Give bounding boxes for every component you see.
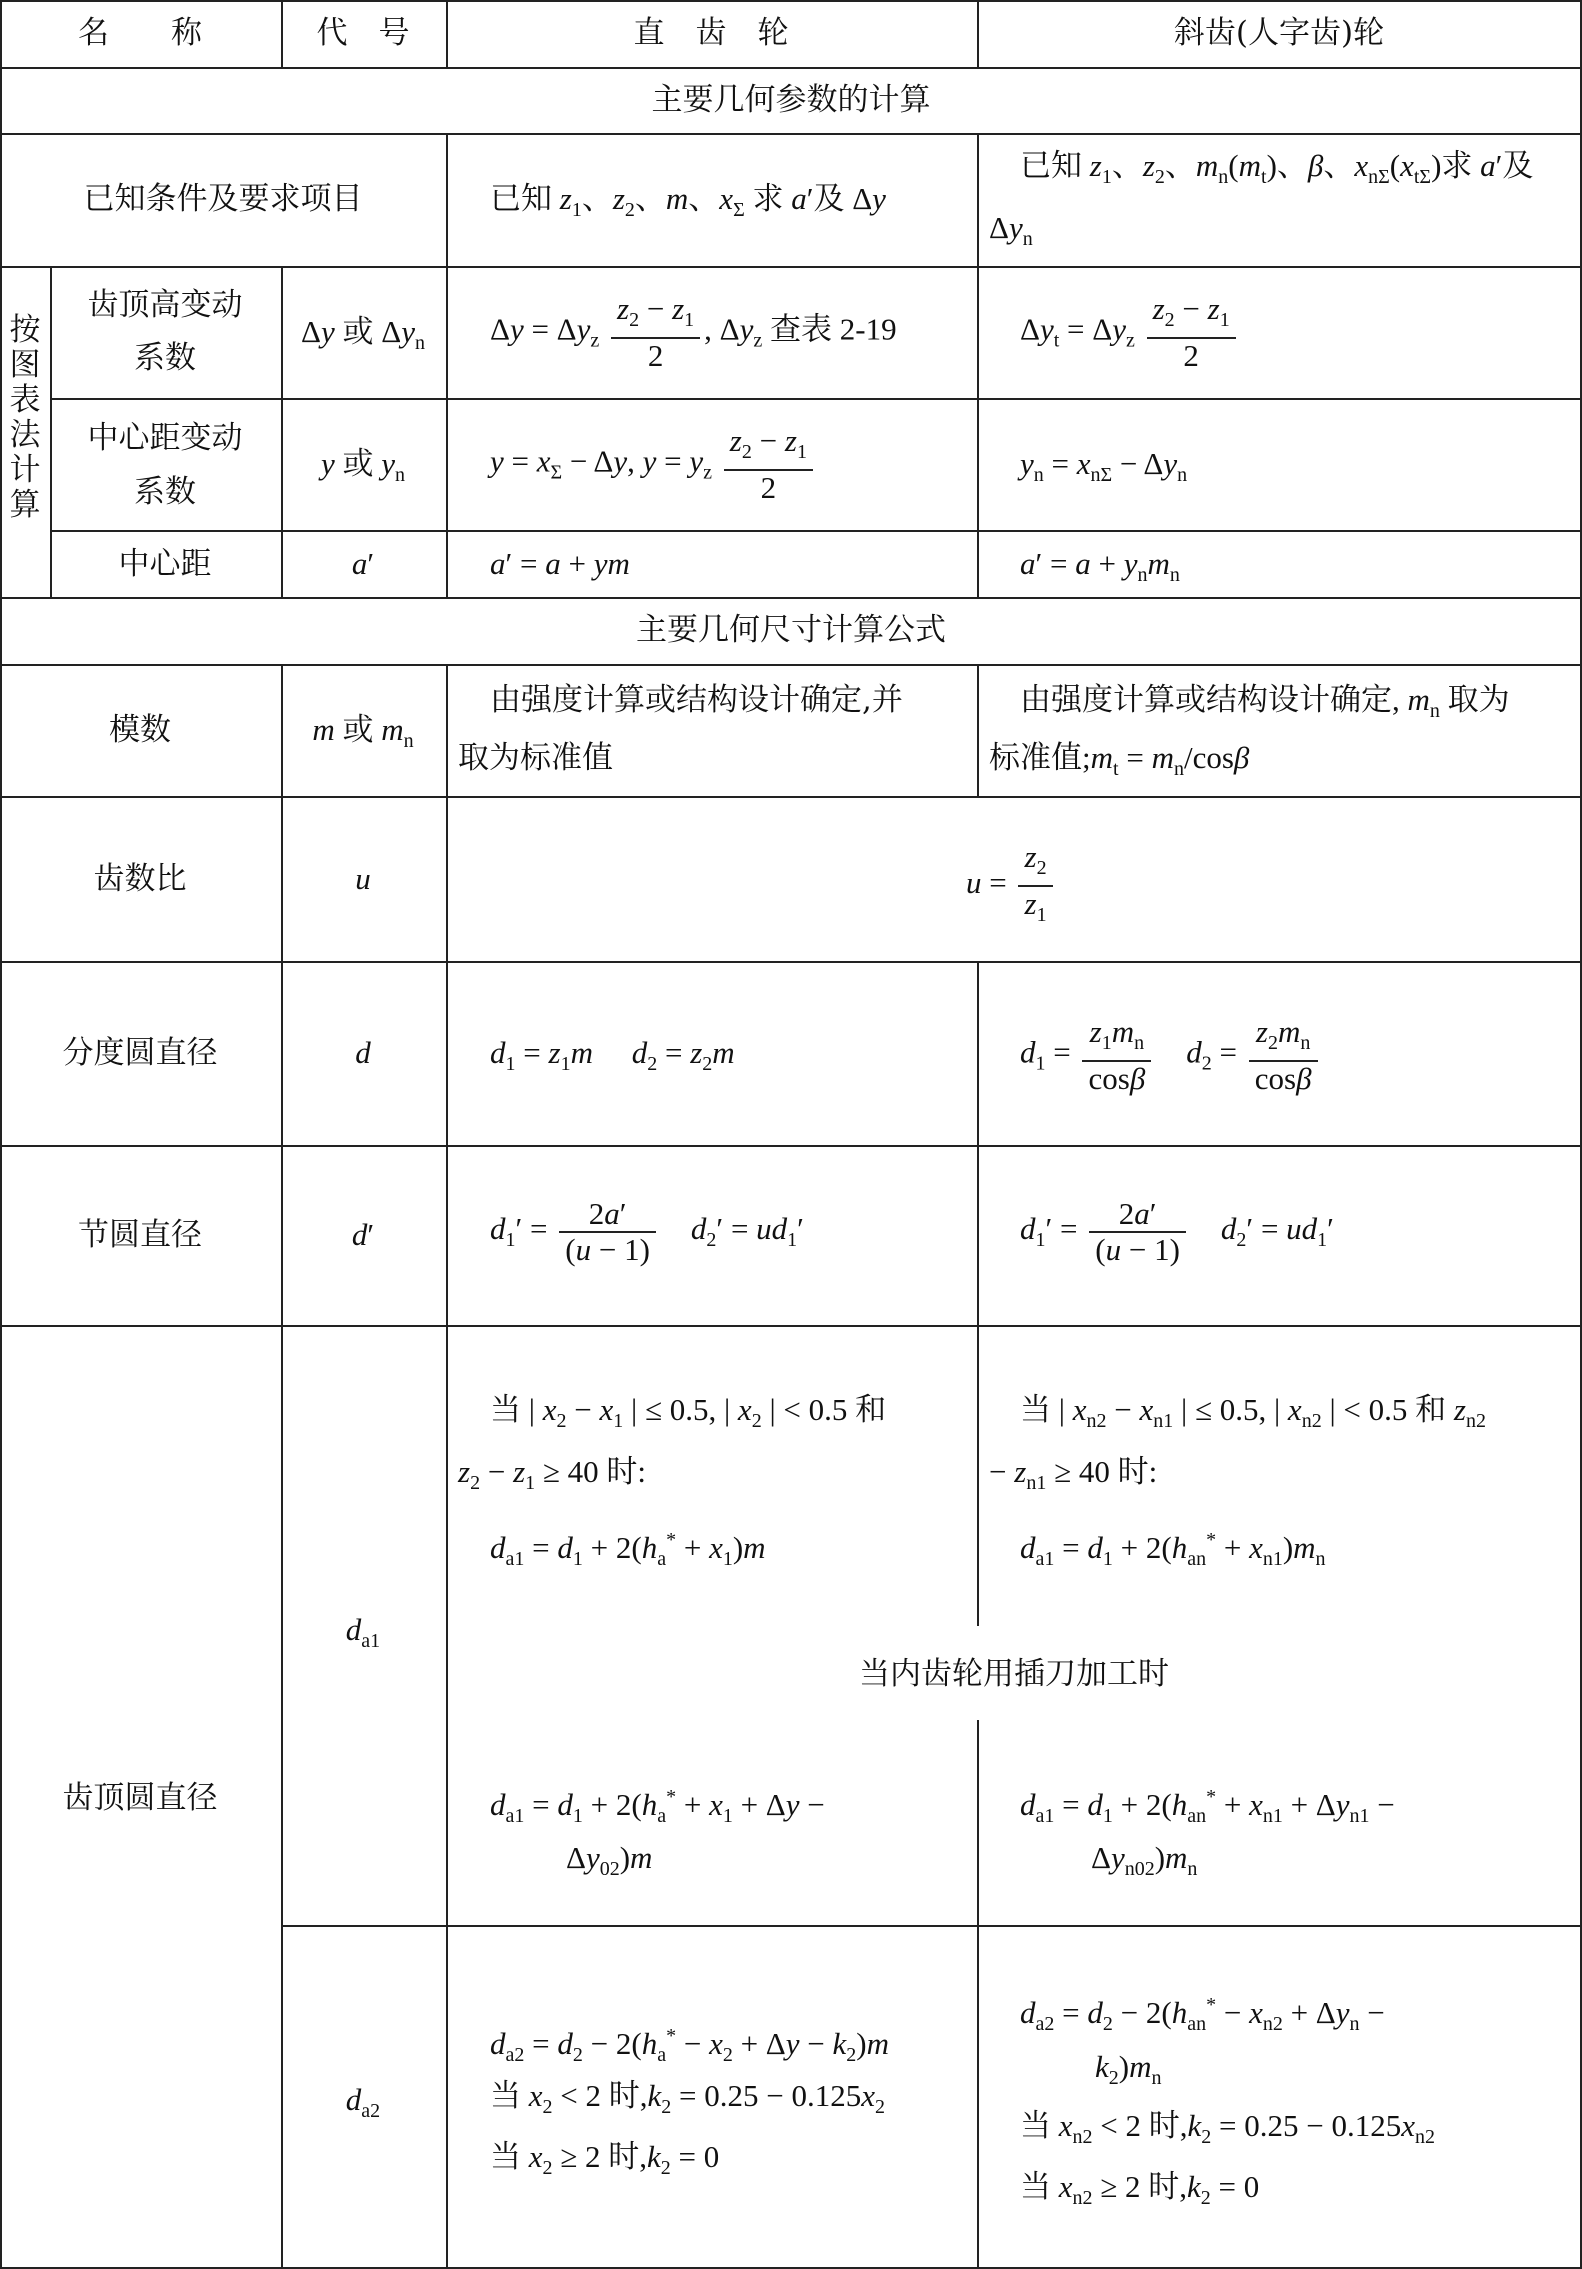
center-distance-spur: a′ = a + ym — [490, 546, 630, 581]
section2-title: 主要几何尺寸计算公式 — [636, 612, 946, 648]
da1-helical-formula: $d_{a1} = d_1 + 2(h_{an}^* + x_{n1})m_n$ — [1020, 1529, 1326, 1570]
rule-section1 — [0, 133, 1582, 135]
rule-v3-upper — [977, 961, 979, 1626]
da1-spur-internal-2: $\Delta y_{02})m$ — [566, 1840, 653, 1880]
da2-spur-cond-2: 当 $x_2 \ge 2$ 时$,k_2 = 0$ — [490, 2139, 720, 2179]
rule-v2-header — [446, 0, 448, 67]
tip-diameter-code-a2: $d_{a2}$ — [345, 2082, 381, 2122]
header-name: 名 称 — [78, 15, 202, 51]
rule-v3-header — [977, 0, 979, 67]
rule-v3-known — [977, 133, 979, 266]
tip-change-name-1: 齿顶高变动 — [87, 287, 243, 323]
operating-pitch-code: d′ — [351, 1217, 375, 1252]
rule-center-distance — [0, 597, 1582, 599]
rule-da1 — [281, 1925, 1582, 1927]
center-distance-helical: $a' = a + y_nm_n$ — [1020, 546, 1180, 586]
da1-helical-internal-2: $\Delta y_{n02})m_n$ — [1091, 1840, 1198, 1880]
teeth-ratio-name: 齿数比 — [93, 861, 187, 897]
pitch-diameter-spur: $d_1 = z_1m$ $d_2 = z_2m$ — [490, 1035, 735, 1075]
module-helical-1: 由强度计算或结构设计确定, $m_n$ 取为 — [1020, 682, 1510, 722]
shaper-note: 当内齿轮用插刀加工时 — [859, 1656, 1169, 1692]
center-change-name-2: 系数 — [134, 474, 196, 510]
tip-change-spur: $\Delta y = \Delta y_z$ $\frac{z_2 - z_1}{2}$ , $\Delta y_z$ 查表 2-19 — [490, 291, 897, 373]
pitch-diameter-code: d — [355, 1035, 371, 1070]
tip-diameter-name: 齿顶圆直径 — [62, 1780, 218, 1816]
rule-left — [0, 0, 2, 2269]
section1-title: 主要几何参数的计算 — [651, 82, 931, 118]
da2-helical-cond-1: 当 $x_{n2} < 2$ 时$,k_2 = 0.25 - 0.125x_{n2}$ — [1020, 2108, 1435, 2148]
da1-spur-cond-1: 当 | $x_2 - x_1$ | ≤ 0.5, | $x_2$ | < 0.5 和 — [490, 1392, 887, 1432]
center-change-spur: $y = x_\Sigma - \Delta y$, $y = y_z$ $\frac{z_2 - z_1}{2}$ — [490, 424, 817, 505]
teeth-ratio-formula: u = $\frac{z_2}{z_1}$ — [966, 840, 1057, 932]
da2-helical-formula-2: $k_2)m_n$ — [1095, 2049, 1162, 2089]
rule-ratio — [0, 961, 1582, 963]
module-code: m 或 $m_n$ — [312, 712, 414, 752]
center-change-helical: $y_n = x_{n\Sigma} - \Delta y_n$ — [1020, 446, 1188, 486]
rule-v2-params — [446, 266, 448, 597]
rule-v2-known — [446, 133, 448, 266]
header-spur: 直 齿 轮 — [633, 15, 789, 51]
module-spur-2: 取为标准值 — [458, 740, 613, 776]
operating-pitch-name: 节圆直径 — [78, 1217, 202, 1253]
da2-helical-formula-1: $d_{a2} = d_2 - 2(h_{an}^* - x_{n2} + \Delta y_n$ − — [1020, 1994, 1385, 2035]
da1-spur-cond-2: $z_2 - z_1 \ge 40$ 时: — [458, 1454, 647, 1494]
rule-v1-header — [281, 0, 283, 67]
known-label: 已知条件及要求项目 — [83, 181, 363, 217]
da1-helical-cond-1: 当 | $x_{n2} - x_{n1}$ | ≤ 0.5, | $x_{n2}$ | < 0.5 和 $z_{n2}$ — [1020, 1392, 1486, 1432]
center-change-code: y 或 $y_n$ — [320, 446, 406, 486]
known-helical-line2: $\Delta y_n$ — [989, 210, 1033, 250]
rule-v1-params — [281, 266, 283, 597]
tip-change-code: Δy 或 $\Delta y_n$ — [301, 314, 425, 354]
center-distance-code: a′ — [351, 546, 375, 581]
pitch-diameter-helical: $d_1$ = $\frac{z_1m_n}{\cos\beta}$ $d_2$ = $\frac{z_2m_n}{\cos\beta}$ — [1020, 1015, 1322, 1096]
rule-v1-dims — [281, 664, 283, 2269]
operating-pitch-helical: $d_1'$ = $\frac{2a'}{(u - 1)}$ $d_2' = ud_1'$ — [1020, 1196, 1334, 1267]
rule-pitch — [0, 1145, 1582, 1147]
teeth-ratio-code: u — [355, 861, 371, 896]
pitch-diameter-name: 分度圆直径 — [62, 1035, 218, 1071]
rule-tip-change — [50, 398, 1582, 400]
rule-center-change — [50, 530, 1582, 532]
rule-module — [0, 796, 1582, 798]
da1-spur-internal-1: $d_{a1} = d_1 + 2(h_a^* + x_1 + \Delta y$ − — [490, 1786, 825, 1827]
da2-spur-cond-1: 当 $x_2 < 2$ 时$,k_2 = 0.25 - 0.125x_2$ — [490, 2078, 885, 2118]
rule-v3-lower — [977, 1720, 979, 2269]
tip-change-helical: $\Delta y_t = \Delta y_z$ $\frac{z_2 - z_1}{2}$ — [1020, 292, 1240, 373]
da1-helical-internal-1: $d_{a1} = d_1 + 2(h_{an}^* + x_{n1} + \Delta y_{n1}$ − — [1020, 1786, 1395, 1827]
da2-helical-cond-2: 当 $x_{n2} \ge 2$ 时$,k_2 = 0$ — [1020, 2169, 1260, 2209]
rule-top — [0, 0, 1582, 2]
known-helical-line1: 已知 $z_1$、$z_2$、$m_n(m_t)$、β、$x_{n\Sigma}(x_{t\Sigma})$求 a′及 — [1020, 148, 1534, 188]
da1-helical-cond-2: − $z_{n1} \ge 40$ 时: — [989, 1454, 1158, 1494]
rule-v3-params — [977, 266, 979, 597]
da2-spur-formula: $d_{a2} = d_2 - 2(h_a^* - x_2 + \Delta y - k_2)m$ — [490, 2025, 889, 2066]
center-distance-name: 中心距 — [118, 546, 212, 582]
header-code: 代 号 — [316, 15, 410, 51]
rule-header — [0, 67, 1582, 69]
rule-v3-module — [977, 664, 979, 796]
tip-diameter-code-a1: $d_{a1}$ — [345, 1612, 381, 1652]
operating-pitch-spur: $d_1'$ = $\frac{2a'}{(u - 1)}$ $d_2' = ud_1'$ — [490, 1196, 804, 1267]
rule-operating-pitch — [0, 1325, 1582, 1327]
lookup-note: 查表 2-19 — [770, 311, 897, 347]
da1-spur-formula: $d_{a1} = d_1 + 2(h_a^* + x_1)m$ — [490, 1529, 766, 1570]
module-helical-2: 标准值$;m_t = m_n/\cos\beta$ — [989, 740, 1250, 780]
module-spur-1: 由强度计算或结构设计确定,并 — [490, 682, 903, 718]
rule-v-side — [50, 266, 52, 597]
rule-section2 — [0, 664, 1582, 666]
tip-change-name-2: 系数 — [134, 340, 196, 376]
rule-known — [0, 266, 1582, 268]
center-change-name-1: 中心距变动 — [87, 420, 243, 456]
side-group-label: 按图表法计算 — [9, 312, 41, 523]
module-name: 模数 — [109, 712, 171, 748]
header-helical: 斜齿(人字齿)轮 — [1173, 15, 1385, 51]
known-spur: 已知 $z_1$、$z_2$、m、$x_\Sigma$ 求 a′及 Δy — [490, 181, 886, 221]
rule-v2-dims — [446, 664, 448, 2269]
